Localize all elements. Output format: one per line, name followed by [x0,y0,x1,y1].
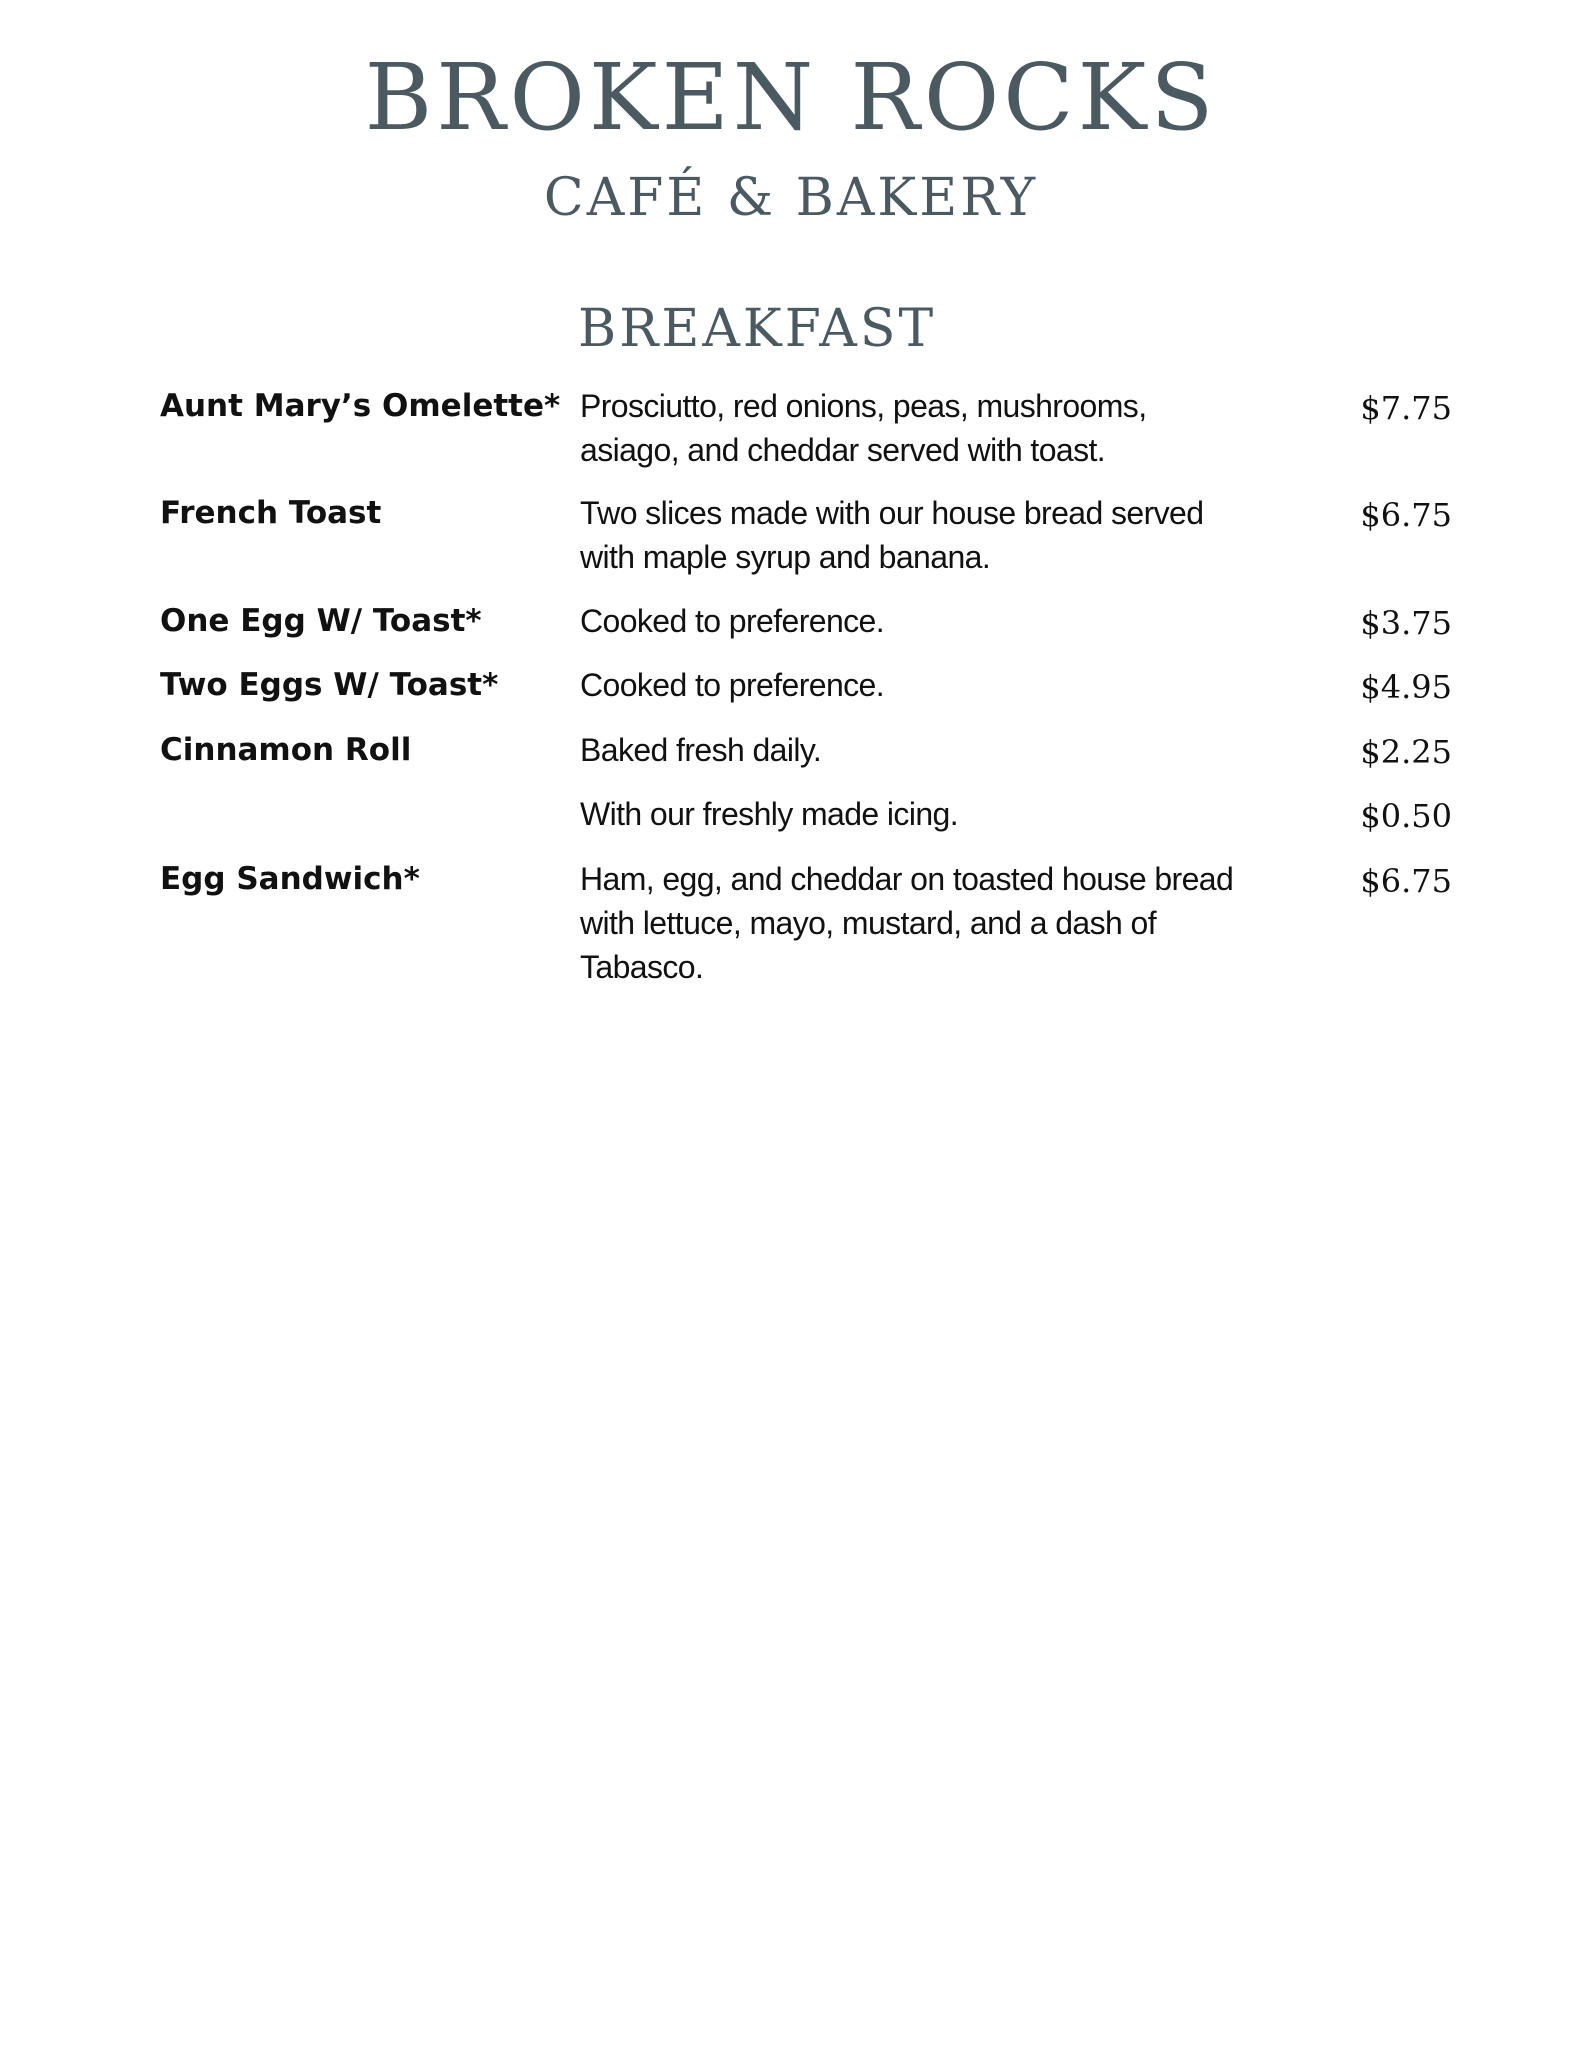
menu-item-description: With our freshly made icing. [580,796,959,832]
menu-item-description: Two slices made with our house bread served with maple syrup and banana. [580,495,1204,575]
menu-item-price: $3.75 [1360,604,1452,642]
menu-item-price: $0.50 [1360,797,1452,835]
menu-item-name: Aunt Mary’s Omelette* [160,388,561,424]
menu-item-name: French Toast [160,495,382,531]
menu-item-description: Prosciutto, red onions, peas, mushrooms, asiago, and cheddar served with toast. [580,388,1147,468]
menu-item-name: One Egg W/ Toast* [160,603,482,639]
section-title: BREAKFAST [578,299,937,359]
menu-item-description: Ham, egg, and cheddar on toasted house bread with lettuce, mayo, mustard, and a dash of Tabasco. [580,861,1234,985]
menu-item-price: $4.95 [1360,668,1452,706]
menu-item-name: Cinnamon Roll [160,732,412,768]
brand-subtitle: CAFÉ & BAKERY [543,168,1039,228]
menu-item-name: Egg Sandwich* [160,861,420,897]
menu-item-price: $6.75 [1360,496,1452,534]
brand-name: BROKEN ROCKS [364,44,1218,151]
menu-item-description: Cooked to preference. [580,667,885,703]
menu-item-description: Cooked to preference. [580,603,885,639]
menu-item-price: $6.75 [1360,862,1452,900]
menu-item-name: Two Eggs W/ Toast* [160,667,499,703]
menu-item-price: $7.75 [1360,389,1452,427]
menu-item-description: Baked fresh daily. [580,732,822,768]
menu-item-price: $2.25 [1360,733,1452,771]
